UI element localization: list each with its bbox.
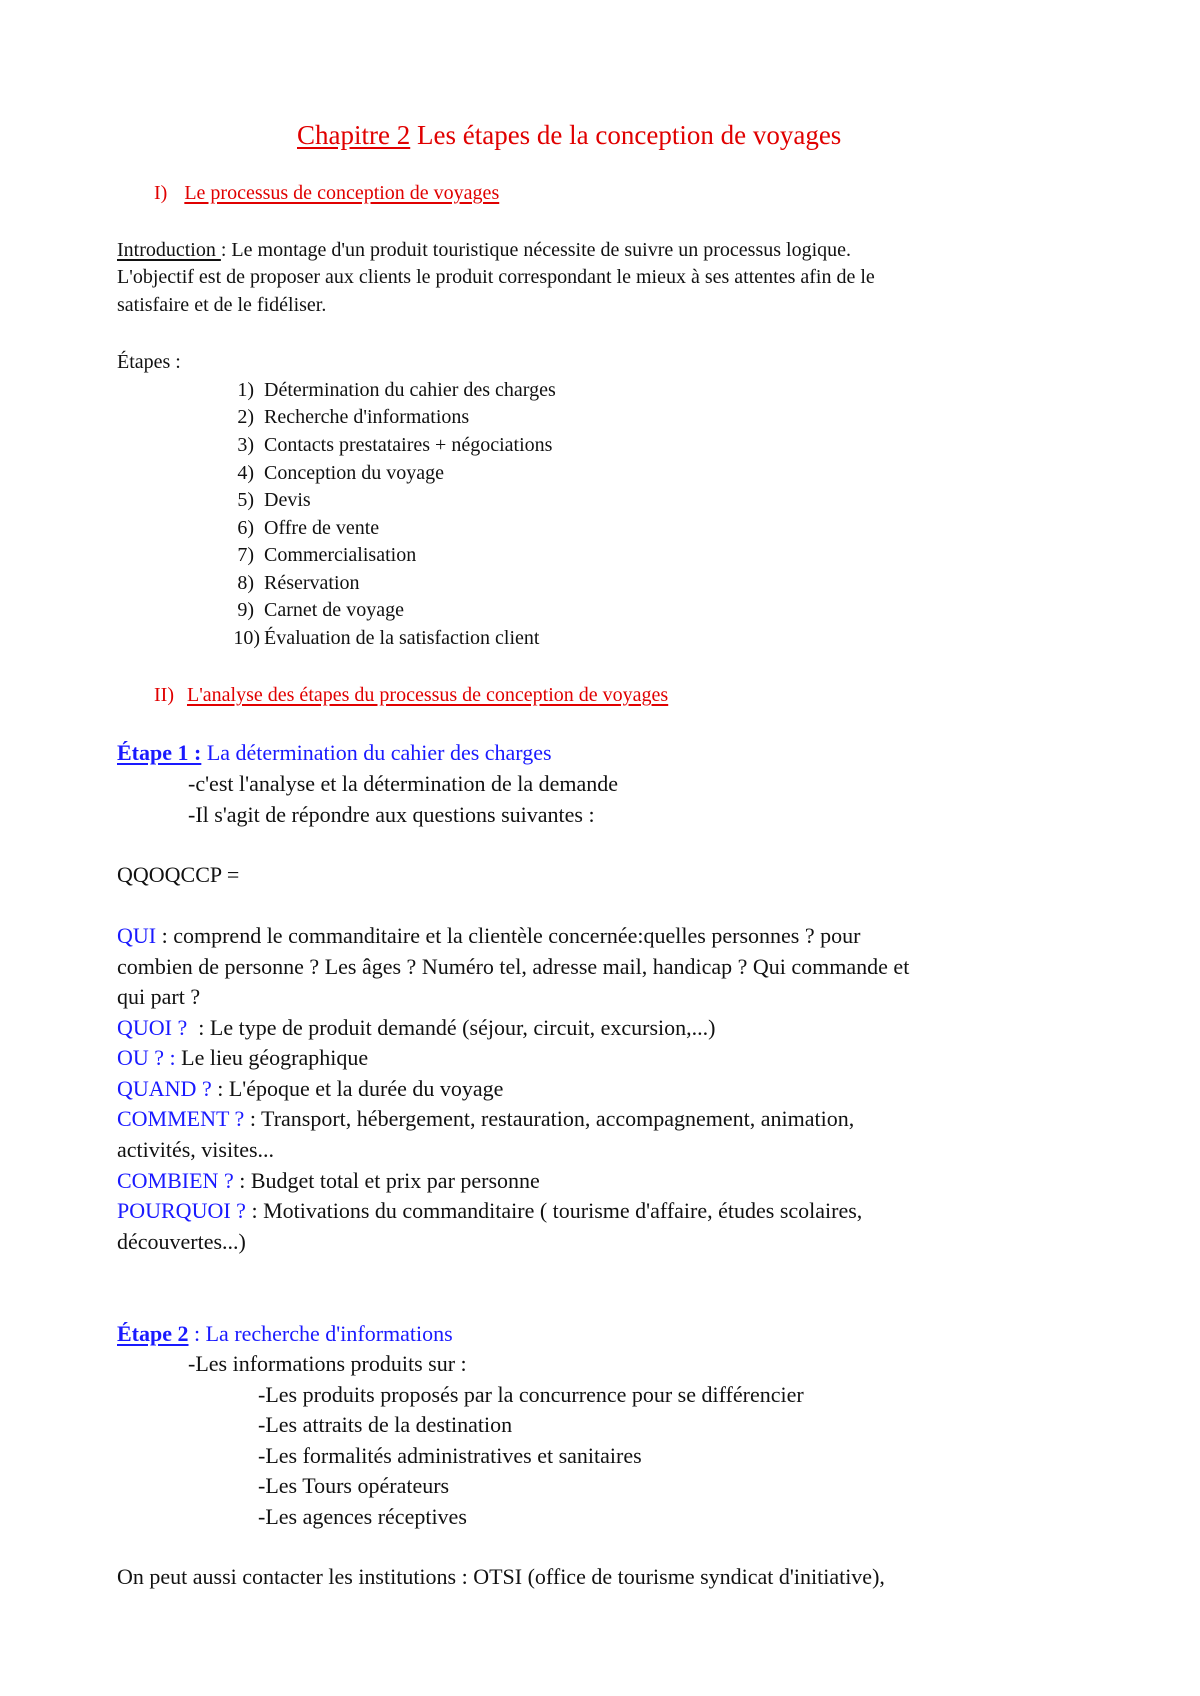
question-combien: COMBIEN ? : Budget total et prix par personne xyxy=(117,1168,540,1193)
step-item: 6) Offre de vente xyxy=(237,517,380,539)
section-1-heading xyxy=(154,183,499,203)
step-item: 5) Devis xyxy=(237,489,311,511)
section-2-label: L'analyse des étapes du processus de conception de voyages xyxy=(186,684,669,706)
step-item: 2) Recherche d'informations xyxy=(237,406,470,428)
etape-1-title: La détermination du cahier des charges xyxy=(201,740,552,765)
question-comment-line-2: activités, visites... xyxy=(117,1137,275,1162)
etape-1-heading xyxy=(117,742,552,764)
etape-2-title: : La recherche d'informations xyxy=(188,1321,453,1346)
step-item: 9) Carnet de voyage xyxy=(237,599,404,621)
quoi-label: QUOI ? xyxy=(117,1015,188,1040)
step-item: 10) Évaluation de la satisfaction client xyxy=(233,627,540,649)
question-quoi: QUOI ? : Le type de produit demandé (séjour, circuit, excursion,...) xyxy=(117,1015,716,1040)
section-1-number: I) xyxy=(154,182,168,204)
question-ou: OU ? : Le lieu géographique xyxy=(117,1045,369,1070)
step-item: 8) Réservation xyxy=(237,572,360,594)
etape-1-label: Étape 1 : xyxy=(117,740,202,765)
question-qui-line-3: qui part ? xyxy=(117,984,201,1009)
etapes-label: Étapes : xyxy=(117,351,181,373)
etape-1-line-1: -c'est l'analyse et la détermination de la demande xyxy=(188,771,619,796)
page-title xyxy=(297,122,841,149)
etape-2-item: -Les attraits de la destination xyxy=(258,1412,513,1437)
quand-label: QUAND ? xyxy=(117,1076,212,1101)
question-qui-line-1: QUI : comprend le commanditaire et la clientèle concernée:quelles personnes ? pour xyxy=(117,923,861,948)
chapter-label: Chapitre 2 xyxy=(297,120,411,150)
question-qui-line-2: combien de personne ? Les âges ? Numéro tel, adresse mail, handicap ? Qui commande et xyxy=(117,954,910,979)
introduction-line-2: L'objectif est de proposer aux clients le produit correspondant le mieux à ses attentes afin de le xyxy=(117,266,875,288)
etape-2-heading xyxy=(117,1323,453,1345)
section-2-heading xyxy=(154,685,668,705)
etape-2-item: -Les formalités administratives et sanitaires xyxy=(258,1443,642,1468)
section-1-label: Le processus de conception de voyages xyxy=(184,182,500,204)
etape-2-item: -Les agences réceptives xyxy=(258,1504,467,1529)
step-item: 4) Conception du voyage xyxy=(237,462,444,484)
qqoqccp-label: QQOQCCP = xyxy=(117,862,240,887)
question-pourquoi-line-1: POURQUOI ? : Motivations du commanditaire ( tourisme d'affaire, études scolaires, xyxy=(117,1198,863,1223)
question-comment-line-1: COMMENT ? : Transport, hébergement, restauration, accompagnement, animation, xyxy=(117,1106,855,1131)
qui-label: QUI xyxy=(117,923,157,948)
etape-2-intro: -Les informations produits sur : xyxy=(188,1351,467,1376)
closing-line: On peut aussi contacter les institutions : OTSI (office de tourisme syndicat d'initiative), xyxy=(117,1564,885,1589)
question-pourquoi-line-2: découvertes...) xyxy=(117,1229,246,1254)
pourquoi-label: POURQUOI ? xyxy=(117,1198,246,1223)
etape-2-item: -Les Tours opérateurs xyxy=(258,1473,450,1498)
step-item: 1) Détermination du cahier des charges xyxy=(237,379,556,401)
step-item: 3) Contacts prestataires + négociations xyxy=(237,434,553,456)
ou-label: OU ? : xyxy=(117,1045,176,1070)
chapter-title: Les étapes de la conception de voyages xyxy=(410,120,842,150)
combien-label: COMBIEN ? xyxy=(117,1168,234,1193)
introduction-line-1: Introduction : Le montage d'un produit touristique nécessite de suivre un processus logique. xyxy=(117,239,852,261)
introduction-line-3: satisfaire et de le fidéliser. xyxy=(117,294,327,316)
step-item: 7) Commercialisation xyxy=(237,544,417,566)
etape-2-label: Étape 2 xyxy=(117,1321,189,1346)
section-2-number: II) xyxy=(154,684,174,706)
comment-label: COMMENT ? xyxy=(117,1106,245,1131)
etape-1-line-2: -Il s'agit de répondre aux questions suivantes : xyxy=(188,802,595,827)
introduction-label: Introduction xyxy=(117,239,221,261)
question-quand: QUAND ? : L'époque et la durée du voyage xyxy=(117,1076,504,1101)
etape-2-item: -Les produits proposés par la concurrence pour se différencier xyxy=(258,1382,804,1407)
